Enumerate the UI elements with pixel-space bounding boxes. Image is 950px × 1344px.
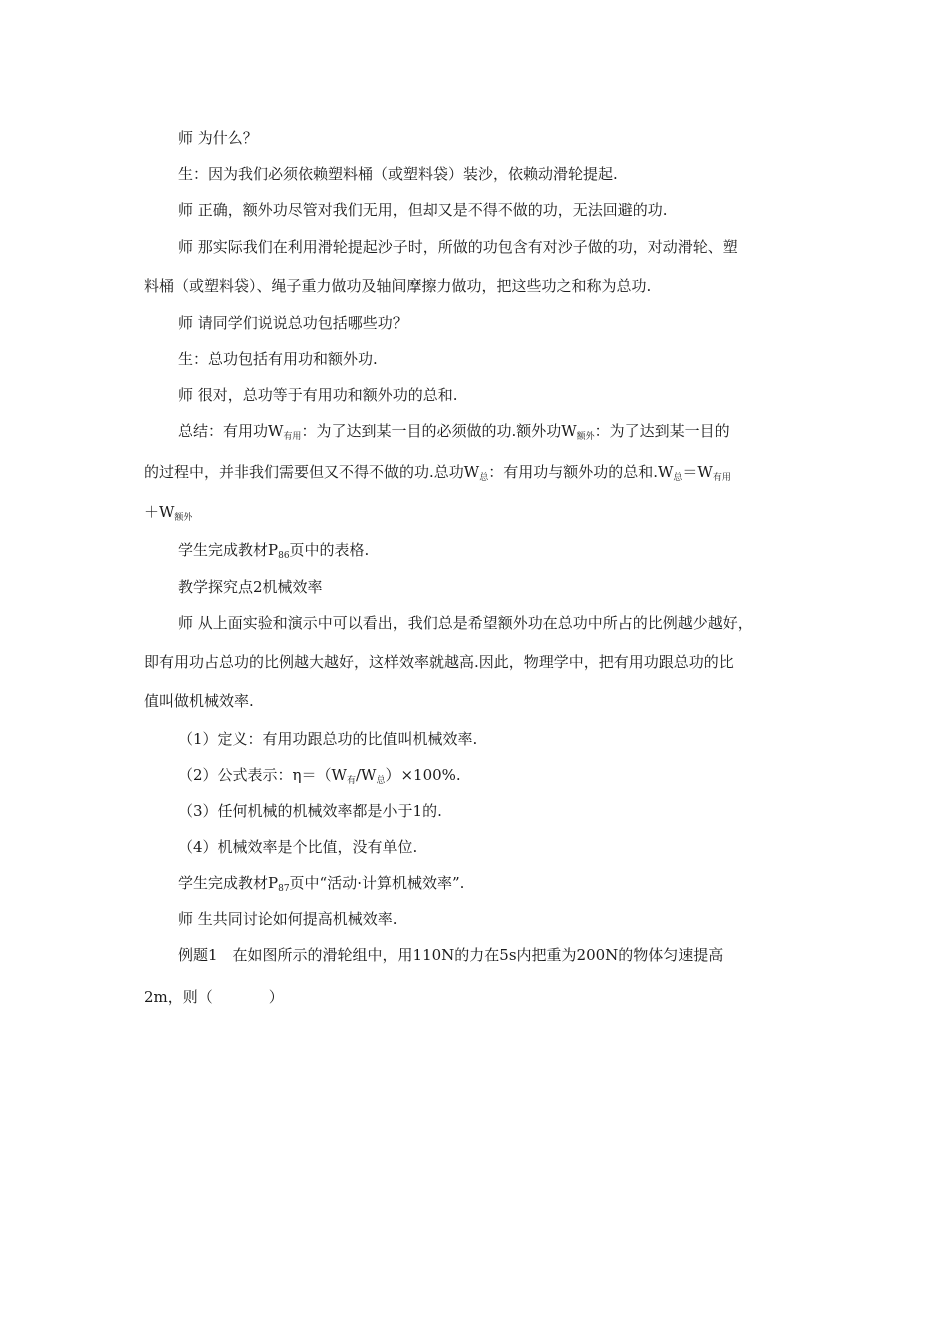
paragraph-student-answer-2: 生：总功包括有用功和额外功. xyxy=(178,350,378,368)
paragraph-efficiency-line2: 即有用功占总功的比例越大越好，这样效率就越高.因此，物理学中，把有用功跟总功的比 xyxy=(144,653,734,671)
summary-line1: 总结：有用功$W_{有用}$：为了达到某一目的必须做的功.额外功$W_{额外}$：为了达到某一目的 xyxy=(178,422,730,442)
paragraph-efficiency-line1: 师 从上面实验和演示中可以看出，我们总是希望额外功在总功中所占的比例越少越好， xyxy=(178,614,753,632)
list-item-less-than-one: （3）任何机械的机械效率都是小于1的. xyxy=(178,802,442,820)
paragraph-teacher-why: 师 为什么？ xyxy=(178,129,258,147)
summary-line2: 的过程中，并非我们需要但又不得不做的功.总功$W_总$：有用功与额外功的总和$.W_总=W_{有用}$ xyxy=(144,463,731,483)
example-problem-line1: 例题1 在如图所示的滑轮组中，用110N的力在5s内把重为200N的物体匀速提高 xyxy=(178,946,724,964)
paragraph-efficiency-line3: 值叫做机械效率. xyxy=(144,692,254,710)
paragraph-teacher-explain-line1: 师 那实际我们在利用滑轮提起沙子时，所做的功包含有对沙子做的功，对动滑轮、塑 xyxy=(178,238,738,256)
paragraph-teacher-correct: 师 正确，额外功尽管对我们无用，但却又是不得不做的功，无法回避的功. xyxy=(178,201,668,219)
summary-line3: $+W_{额外}$ xyxy=(144,503,193,523)
list-item-no-unit: （4）机械效率是个比值，没有单位. xyxy=(178,838,418,856)
paragraph-teacher-confirm: 师 很对，总功等于有用功和额外功的总和. xyxy=(178,386,458,404)
paragraph-discussion: 师 生共同讨论如何提高机械效率. xyxy=(178,910,398,928)
paragraph-teacher-explain-line2: 料桶（或塑料袋）、绳子重力做功及轴间摩擦力做功，把这些功之和称为总功. xyxy=(144,277,652,295)
paragraph-teacher-ask: 师 请同学们说说总功包括哪些功？ xyxy=(178,314,408,332)
list-item-definition: （1）定义：有用功跟总功的比值叫机械效率. xyxy=(178,730,478,748)
paragraph-student-answer-1: 生：因为我们必须依赖塑料桶（或塑料袋）装沙，依赖动滑轮提起. xyxy=(178,165,618,183)
section-heading-efficiency: 教学探究点2机械效率 xyxy=(178,578,323,596)
paragraph-textbook-activity: 学生完成教材$P_{87}$页中“活动·计算机械效率”. xyxy=(178,874,465,894)
example-problem-line2: 2m，则（ ） xyxy=(144,988,284,1006)
list-item-formula: （2）公式表示：$\eta=(W_有/W_总)\times 100\%$. xyxy=(178,766,461,786)
paragraph-textbook-table: 学生完成教材$P_{86}$页中的表格. xyxy=(178,541,370,561)
